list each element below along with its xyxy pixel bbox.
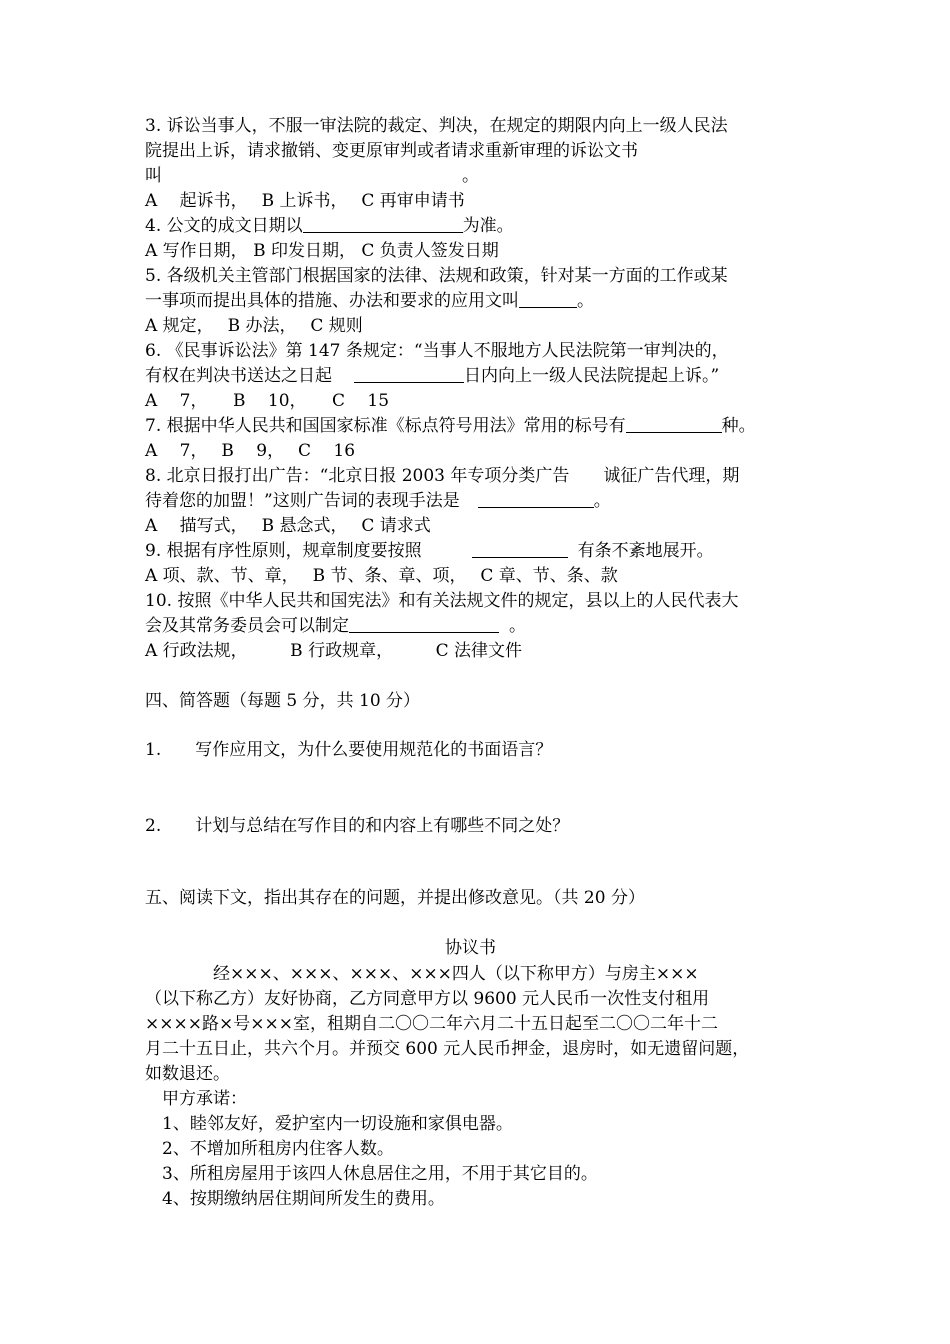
promise-heading: 甲方承诺： [145,1089,247,1109]
q3-line3: 叫 。 [145,166,479,186]
q8-options: A 描写式， B 悬念式， C 请求式 [145,516,431,536]
q10-options: A 行政法规， B 行政规章， C 法律文件 [145,641,522,661]
q7-stem: 7. 根据中华人民共和国国家标准《标点符号用法》常用的标号有 种。 [145,416,756,436]
q7-blank [626,414,722,433]
agreement-para-line: 如数退还。 [145,1064,230,1084]
q3-options: A 起诉书， B 上诉书， C 再审申请书 [145,191,465,211]
section4-question-1: 1. 写作应用文，为什么要使用规范化的书面语言？ [145,740,553,760]
promise-item: 2、不增加所租房内住客人数。 [145,1139,394,1159]
agreement-para-line: 经×××、×××、×××、×××四人（以下称甲方）与房主××× [145,964,699,984]
q4-options: A 写作日期， B 印发日期， C 负责人签发日期 [145,241,499,261]
q3-line1: 3. 诉讼当事人，不服一审法院的裁定、判决，在规定的期限内向上一级人民法 [145,116,728,136]
q8-blank [478,489,594,508]
q7-options: A 7， B 9， C 16 [145,441,356,461]
q3-line2: 院提出上诉，请求撤销、变更原审判或者请求重新审理的诉讼文书 [145,141,638,161]
agreement-title: 协议书 [445,938,496,958]
section5-heading: 五、阅读下文，指出其存在的问题，并提出修改意见。（共 20 分） [145,888,645,908]
q6-line2: 有权在判决书送达之日起 日内向上一级人民法院提起上诉。” [145,366,720,386]
q4-blank [303,214,463,233]
section4-question-2: 2. 计划与总结在写作目的和内容上有哪些不同之处？ [145,816,570,836]
agreement-para-line: （以下称乙方）友好协商，乙方同意甲方以 9600 元人民币一次性支付租用 [145,989,710,1009]
q5-options: A 规定， B 办法， C 规则 [145,316,363,336]
q6-line1: 6. 《民事诉讼法》第 147 条规定：“当事人不服地方人民法院第一审判决的， [145,341,729,361]
promise-item: 3、所租房屋用于该四人休息居住之用，不用于其它目的。 [145,1164,598,1184]
q5-blank [519,289,577,308]
q10-line1: 10. 按照《中华人民共和国宪法》和有关法规文件的规定，县以上的人民代表大 [145,591,739,611]
q10-blank [349,614,499,633]
q9-blank [472,539,568,558]
agreement-para-line: ××××路×号×××室，租期自二〇〇二年六月二十五日起至二〇〇二年十二 [145,1014,718,1034]
q9-options: A 项、款、节、章， B 节、条、章、项， C 章、节、条、款 [145,566,618,586]
q9-stem: 9. 根据有序性原则，规章制度要按照 有条不紊地展开。 [145,541,714,561]
q10-line2: 会及其常务委员会可以制定 。 [145,616,526,636]
q6-options: A 7， B 10， C 15 [145,391,390,411]
q5-line2: 一事项而提出具体的措施、办法和要求的应用文叫 。 [145,291,594,311]
section4-heading: 四、简答题（每题 5 分，共 10 分） [145,691,421,711]
agreement-para-line: 月二十五日止，共六个月。并预交 600 元人民币押金，退房时，如无遗留问题， [145,1039,750,1059]
q6-blank [354,364,464,383]
q4-stem: 4. 公文的成文日期以 为准。 [145,216,514,236]
promise-item: 1、睦邻友好，爱护室内一切设施和家俱电器。 [145,1114,513,1134]
q5-line1: 5. 各级机关主管部门根据国家的法律、法规和政策，针对某一方面的工作或某 [145,266,728,286]
promise-item: 4、按期缴纳居住期间所发生的费用。 [145,1189,445,1209]
q8-line1: 8. 北京日报打出广告：“北京日报 2003 年专项分类广告 诚征广告代理，期 [145,466,740,486]
q8-line2: 待着您的加盟！”这则广告词的表现手法是 。 [145,491,611,511]
